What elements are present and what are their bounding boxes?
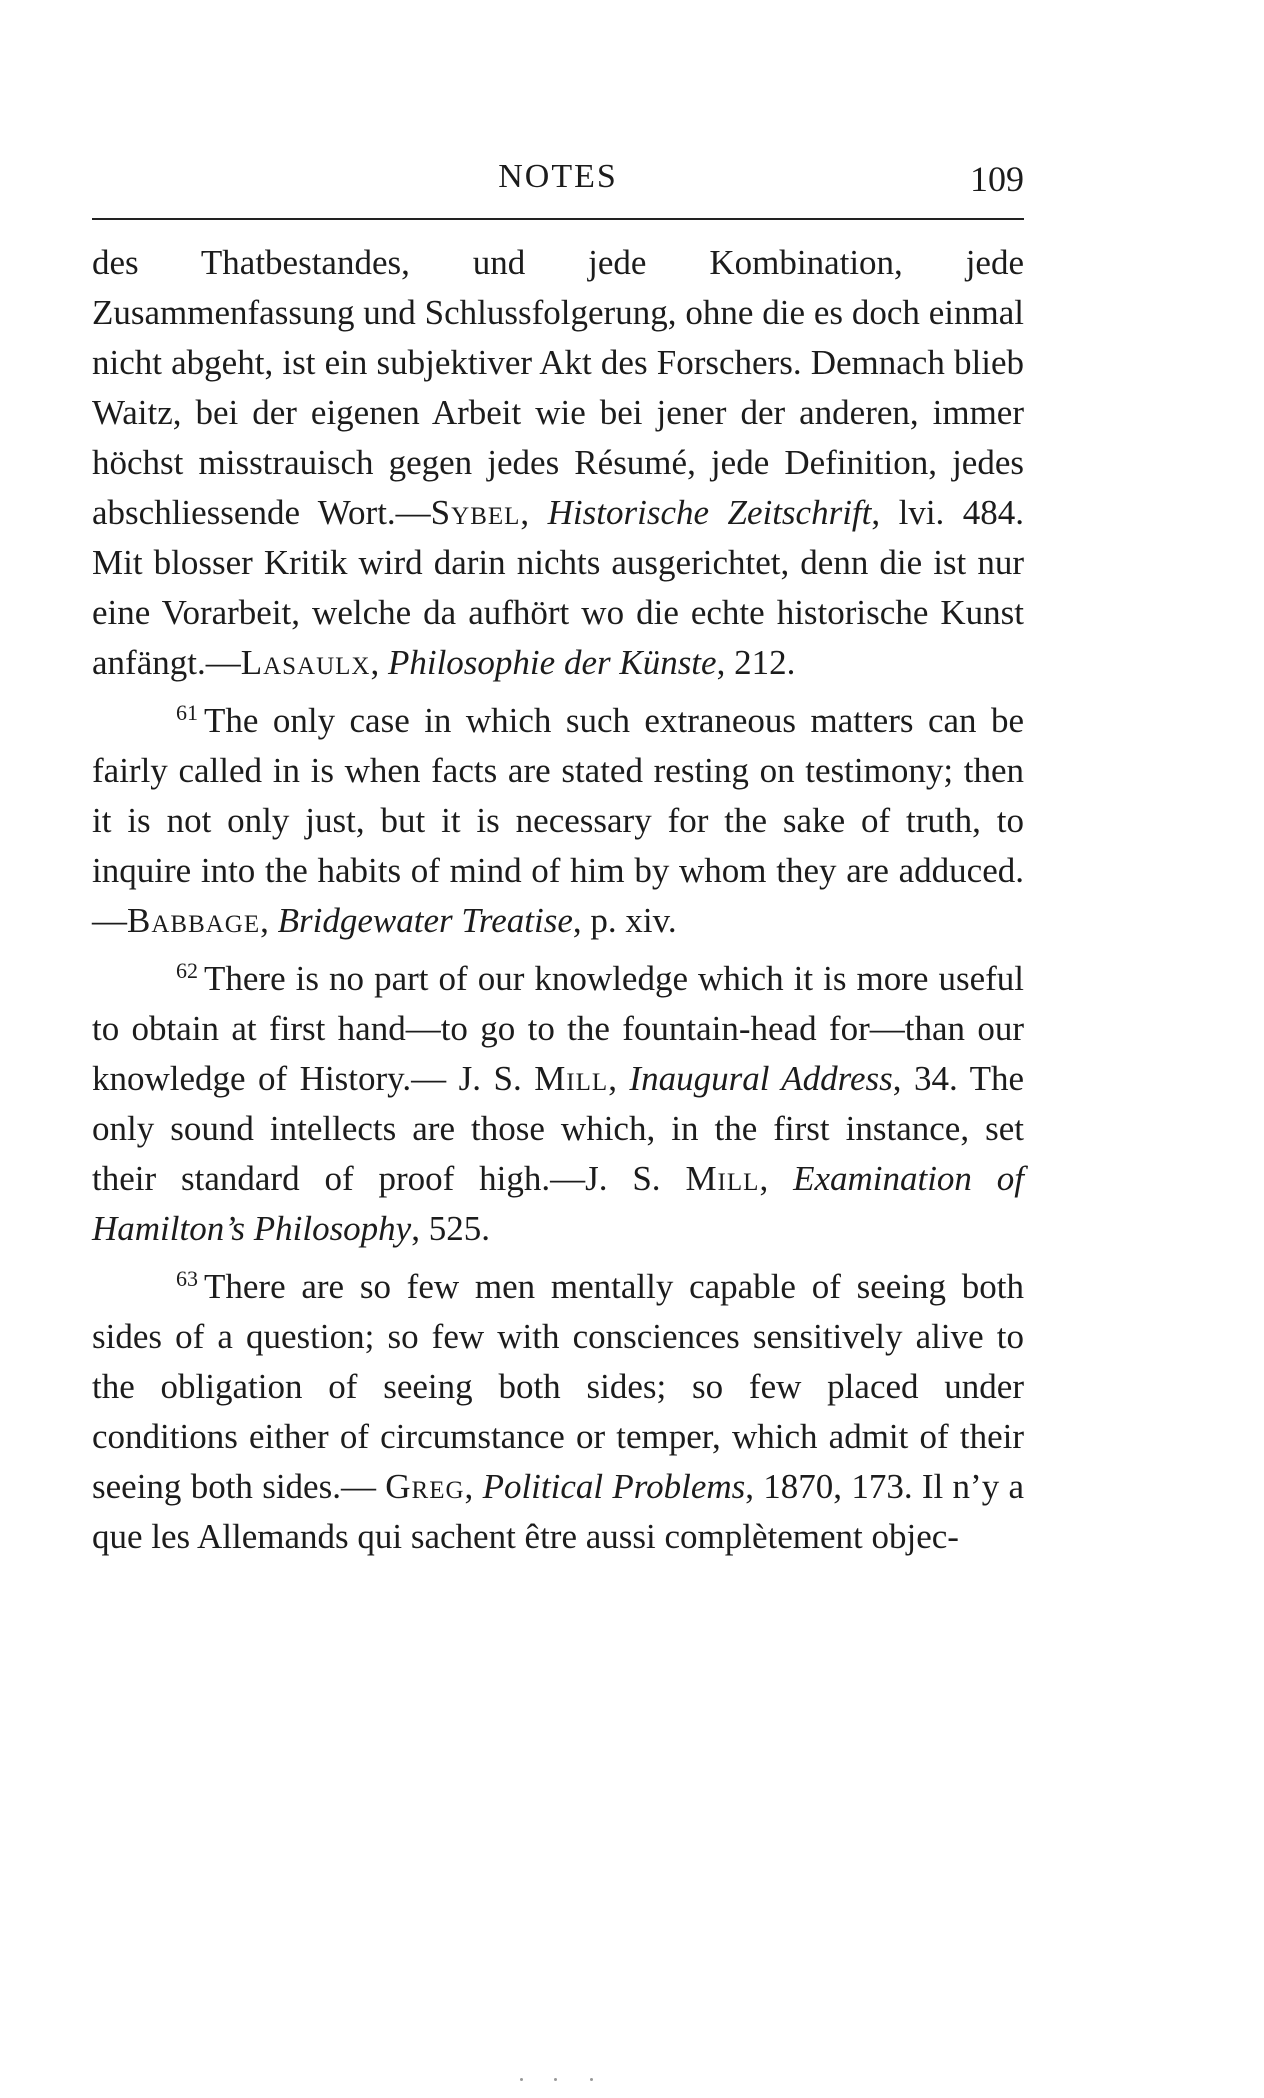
note-text: There is no part of our knowledge which it is more useful to obtain at first hand—to go to the fountain-head for—than our knowledge of History.— J. S. <box>92 959 1024 1098</box>
note-text: , <box>520 493 548 532</box>
note-number: 61 <box>176 700 198 725</box>
note-text: The only case in which such extraneous matters can be fairly called in is when facts are stated resting on testimony; then it is not only just, but it is necessary for the sake of truth, to inquire into the habits of mind of him by whom they are adduced. — <box>92 701 1024 940</box>
page-header <box>92 148 1024 208</box>
note-text: , 1870, 173. Il n’y a que les Allemands qui sachent être aussi complètement objec- <box>92 1467 1025 1556</box>
note-text: , <box>464 1467 483 1506</box>
note-number: 62 <box>176 958 198 983</box>
work-title: Philosophie der Künste <box>387 643 717 682</box>
header-rule <box>92 218 1024 220</box>
author-name: Mill <box>685 1159 760 1198</box>
scan-specks <box>520 2078 620 2082</box>
running-head: NOTES <box>498 158 618 195</box>
note-continuation <box>92 238 1024 688</box>
note-text: , 212. <box>716 643 796 682</box>
note-text: , <box>759 1159 794 1198</box>
author-name: Mill <box>534 1059 609 1098</box>
author-name: Greg <box>385 1467 465 1506</box>
note-text: , lvi. 484. Mit blosser Kritik wird darin nichts ausgerichtet, denn die ist nur eine Vorarbeit, welche da aufhört wo die echte historische Kunst anfängt.— <box>92 493 1025 682</box>
note-63 <box>92 1254 1024 1562</box>
work-title: Bridgewater Treatise <box>277 901 573 940</box>
work-title: Political Problems <box>482 1467 746 1506</box>
note-text: , 34. The only sound intellects are those which, in the first instance, set their standard of proof high.—J. S. <box>92 1059 1024 1198</box>
page-number: 109 <box>970 159 1024 199</box>
note-text: , <box>260 901 278 940</box>
notes-body <box>92 238 1024 1562</box>
note-text: , <box>370 643 388 682</box>
author-name: Sybel <box>430 493 521 532</box>
note-61 <box>92 688 1024 946</box>
work-title: Examination of Hamilton’s Philosophy <box>92 1159 1025 1248</box>
note-text: , p. xiv. <box>572 901 677 940</box>
note-text: , 525. <box>411 1209 490 1248</box>
note-text: There are so few men mentally capable of seeing both sides of a question; so few with consciences sensitively alive to the obligation of seeing both sides; so few placed under conditions either of circumstance or temper, which admit of their seeing both sides.— <box>92 1267 1024 1506</box>
note-text: , <box>608 1059 630 1098</box>
author-name: Lasaulx <box>240 643 371 682</box>
work-title: Historische Zeitschrift <box>547 493 872 532</box>
note-text: des Thatbestandes, und jede Kombination, jede Zusammenfassung und Schlussfolgerung, ohne die es doch einmal nicht abgeht, ist ein subjektiver Akt des Forschers. Demnach blieb Waitz, bei der eigenen Arbeit wie bei jener der anderen, immer höchst misstrauisch gegen jedes Résumé, jede Definition, jedes abschliessende Wort.— <box>92 243 1024 532</box>
note-number: 63 <box>176 1266 198 1291</box>
note-62 <box>92 946 1024 1254</box>
work-title: Inaugural Address <box>629 1059 893 1098</box>
author-name: Babbage <box>127 901 261 940</box>
